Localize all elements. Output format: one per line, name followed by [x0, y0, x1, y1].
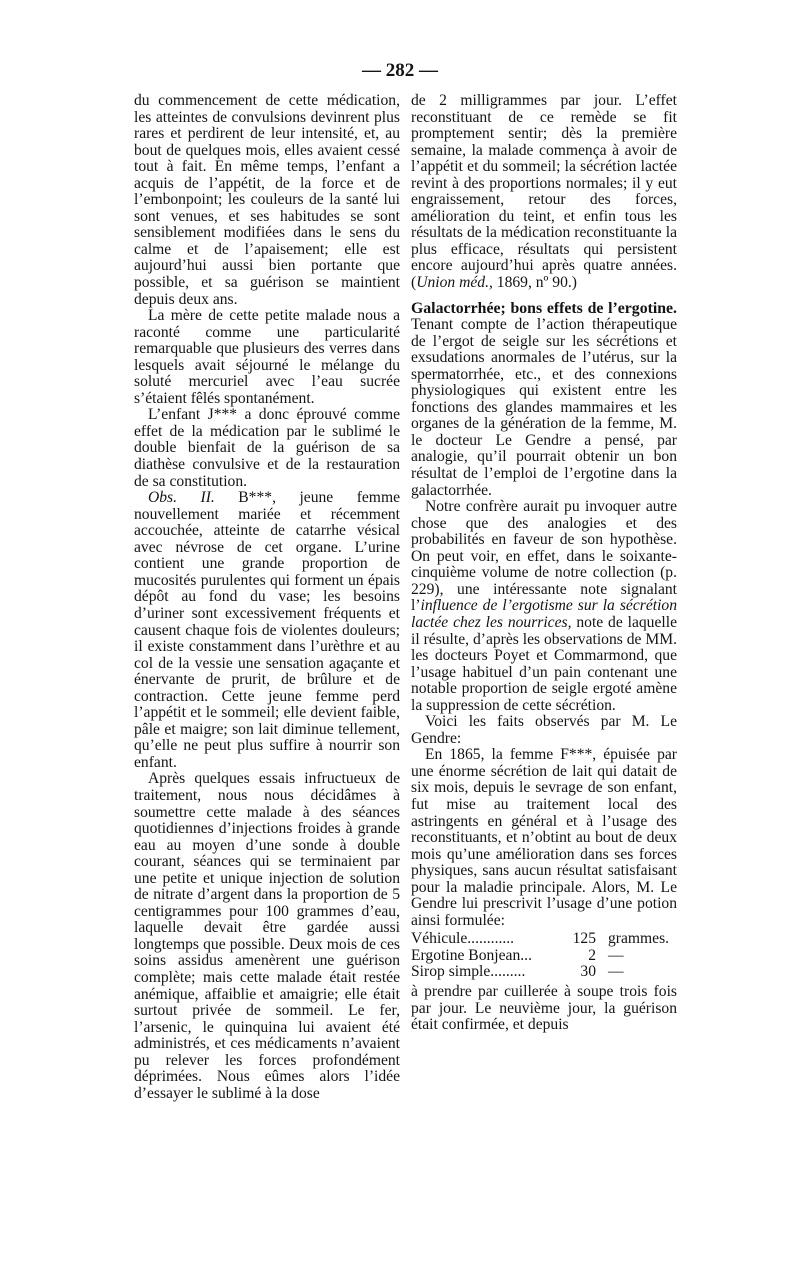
observation-label: Obs. II. [148, 489, 215, 507]
right-paragraph-1-text: de 2 milligrammes par jour. L’effet reconstituant de ce remède se fit promptement sentir; dès la première semaine, la malade commença à avoir de l’appétit et du sommeil; la sécrétion lactée revint à des proportions normales; il y eut engraissement, retour des forces, amélioration du teint, et enfin tous les résultats de la médication reconstituante la plus efficace, résultats qui persistent encore aujourd’hui après quatre années. ( [411, 92, 677, 292]
left-column [134, 93, 400, 1102]
page-number: — 282 — [362, 60, 438, 81]
prescription-row [411, 931, 677, 948]
prescription-unit: grammes. [608, 930, 670, 948]
right-paragraph-3-italic: influence de l’ergotisme sur la sécrétion lactée chez les nourrices, [411, 597, 677, 631]
observation-paragraph [134, 490, 400, 771]
right-paragraph-1-end: 1869, nº 90.) [492, 274, 577, 292]
section-paragraph [411, 301, 677, 500]
prescription-table [411, 931, 677, 981]
prescription-quantity: 125 [572, 930, 596, 948]
prescription-row [411, 964, 677, 981]
prescription-quantity: 30 [580, 963, 596, 981]
prescription-unit: — [608, 946, 624, 964]
left-paragraph-3: L’enfant J*** a donc éprouvé comme effet de la médication par le sublimé le double bienfait de la guérison de sa diathèse convulsive et de la restauration de sa constitution. [134, 406, 400, 490]
prescription-quantity: 2 [588, 946, 596, 964]
prescription-ingredient: Ergotine Bonjean... [411, 946, 532, 964]
right-paragraph-3-a: Notre confrère aurait pu invoquer autre chose que des analogies et des probabilités en faveur de son hypothèse. On peut voir, en effet, dans le soixante-cinquième volume de notre collection (p. 229), une intéressante note signalant l’ [411, 498, 677, 615]
right-paragraph-3-b: note de laquelle il résulte, d’après les observations de MM. les docteurs Poyet et Commarmond, que l’usage habituel d’un pain contenant une notable proportion de seigle ergoté amène la suppression de cette sécrétion. [411, 613, 677, 714]
right-paragraph-5: En 1865, la femme F***, épuisée par une énorme sécrétion de lait qui datait de six mois, depuis le sevrage de son enfant, fut mise au traitement local des astringents en général et à l’usage des reconstituants, et n’obtint au bout de deux mois qu’une amélioration dans ses forces physiques, sans aucun résultat satisfaisant pour la maladie principale. Alors, M. Le Gendre lui prescrivit l’usage d’une potion ainsi formulée: [411, 746, 677, 929]
prescription-unit: — [608, 963, 624, 981]
left-paragraph-2: La mère de cette petite malade nous a raconté comme une particularité remarquable que plusieurs des verres dans lesquels avait séjourné le mélange du soluté mercuriel avec l’eau sucrée s’étaient fêlés spontanément. [134, 307, 400, 407]
section-intro-text: Tenant compte de l’action thérapeutique de l’ergot de seigle sur les sécrétions et exsudations anormales de l’utérus, sur la spermatorrhée, etc., et des connexions physiologiques qui existent entre les fonctions des glandes mammaires et les organes de la génération de la femme, M. le docteur Le Gendre a pensé, par analogie, qu’il pourrait obtenir un bon résultat de l’emploi de l’ergotine dans la galactorrhée. [411, 316, 677, 499]
right-paragraph-6: à prendre par cuillerée à soupe trois fois par jour. Le neuvième jour, la guérison était confirmée, et depuis [411, 982, 677, 1034]
section-title: Galactorrhée; bons effets de l’ergotine. [411, 299, 677, 317]
observation-text: B***, jeune femme nouvellement mariée et récemment accouchée, atteinte de catarrhe vésical avec névrose de cet organe. L’urine contient une grande proportion de mucosités purulentes qui forment un épais dépôt au fond du vase; les besoins d’uriner sont excessivement fréquents et causent chaque fois de violentes douleurs; il existe constamment dans l’urèthre et au col de la vessie une sensation agaçante et énervante de prurit, de brûlure et de contraction. Cette jeune femme perd l’appétit et le sommeil; elle devient faible, pâle et maigre; son lait diminue tellement, qu’elle ne peut plus suffire à nourrir son enfant. [134, 489, 400, 771]
left-paragraph-1: du commencement de cette médication, les atteintes de convulsions devinrent plus rares et perdirent de leur intensité, et, au bout de quelques mois, elles avaient cessé tout à fait. En même temps, l’enfant a acquis de l’appétit, de la force et de l’embonpoint; les couleurs de la santé lui sont venues, et ses habitudes se sont sensiblement modifiées dans le sens du calme et de l’apaisement; elle est aujourd’hui aussi bien portante que possible, et sa guérison se maintient depuis deux ans. [134, 92, 400, 308]
prescription-row [411, 948, 677, 965]
right-paragraph-4: Voici les faits observés par M. Le Gendre: [411, 713, 677, 747]
right-paragraph-1 [411, 93, 677, 292]
left-paragraph-5: Après quelques essais infructueux de traitement, nous nous décidâmes à soumettre cette malade à des séances quotidiennes d’injections froides à grande eau au moyen d’une sonde à double courant, séances qui se terminaient par une petite et unique injection de solution de nitrate d’argent dans la proportion de 5 centigrammes pour 100 grammes d’eau, laquelle devait être gardée aussi longtemps que possible. Deux mois de ces soins assidus amenèrent une guérison complète; mais cette malade était restée anémique, affaiblie et amaigrie; elle était surtout privée de sommeil. Le fer, l’arsenic, le quinquina lui avaient été administrés, et ces médicaments n’avaient pu relever les forces profondément déprimées. Nous eûmes alors l’idée d’essayer le sublimé à la dose [134, 770, 400, 1102]
prescription-ingredient: Véhicule............ [411, 930, 515, 948]
right-column [411, 93, 677, 1034]
right-paragraph-3 [411, 499, 677, 714]
prescription-ingredient: Sirop simple......... [411, 963, 526, 981]
source-citation: Union méd., [416, 274, 493, 292]
